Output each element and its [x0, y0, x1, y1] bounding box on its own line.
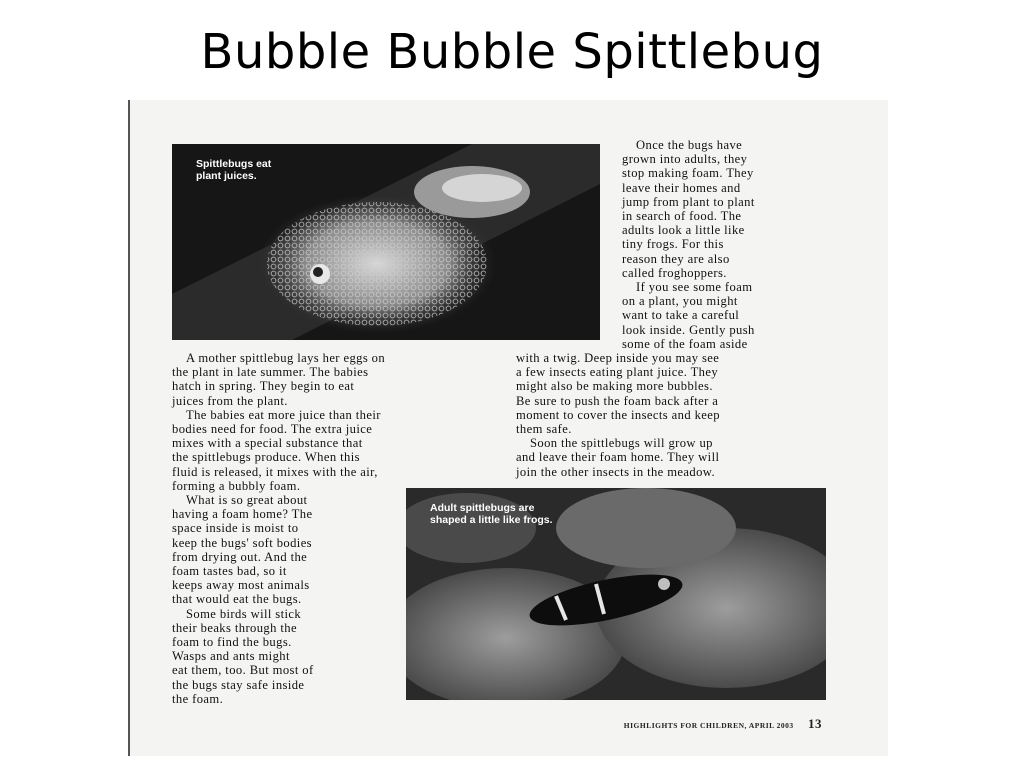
paragraph: Once the bugs have grown into adults, they stop making foam. They leave their homes and jump from plant to plant in search of food. The adults look a little like tiny frogs. For this reason they are also called froghoppers.: [622, 138, 755, 280]
article-column-top-right: [622, 138, 832, 351]
page-footer: [624, 716, 822, 732]
paragraph: If you see some foam on a plant, you might want to take a careful look inside. Gently push some of the foam aside: [622, 280, 755, 351]
froghopper-photo-caption: Adult spittlebugs are shaped a little like frogs.: [430, 502, 553, 526]
article-column-right: [516, 351, 836, 479]
paragraph: The babies eat more juice than their bodies need for food. The extra juice mixes with a special substance that the spittlebugs produce. When this fluid is released, it mixes with the air, forming a bubbly foam.: [172, 407, 381, 493]
footer-source: HIGHLIGHTS FOR CHILDREN, APRIL 2003: [623, 721, 794, 730]
froghopper-photo: [406, 488, 826, 700]
paragraph: What is so great about having a foam home? The space inside is moist to keep the bugs' soft bodies from drying out. And the foam tastes bad, so it keeps away most animals that would eat the bugs.: [172, 493, 313, 607]
foam-photo-caption: Spittlebugs eat plant juices.: [196, 158, 272, 182]
slide-title: Bubble Bubble Spittlebug: [200, 24, 824, 80]
page-number: 13: [808, 716, 822, 731]
scanned-magazine-page: [128, 100, 888, 756]
paragraph: Some birds will stick their beaks through the foam to find the bugs. Wasps and ants might eat them, too. But most of the bugs stay safe inside the foam.: [172, 606, 314, 706]
paragraph: with a twig. Deep inside you may see a few insects eating plant juice. They might also be making more bubbles. Be sure to push the foam back after a moment to cover the insects and keep them safe.: [516, 351, 720, 437]
paragraph: Soon the spittlebugs will grow up and leave their foam home. They will join the other insects in the meadow.: [516, 436, 720, 479]
paragraph: A mother spittlebug lays her eggs on the plant in late summer. The babies hatch in spring. They begin to eat juices from the plant.: [172, 351, 386, 408]
foam-photo: [172, 144, 600, 340]
